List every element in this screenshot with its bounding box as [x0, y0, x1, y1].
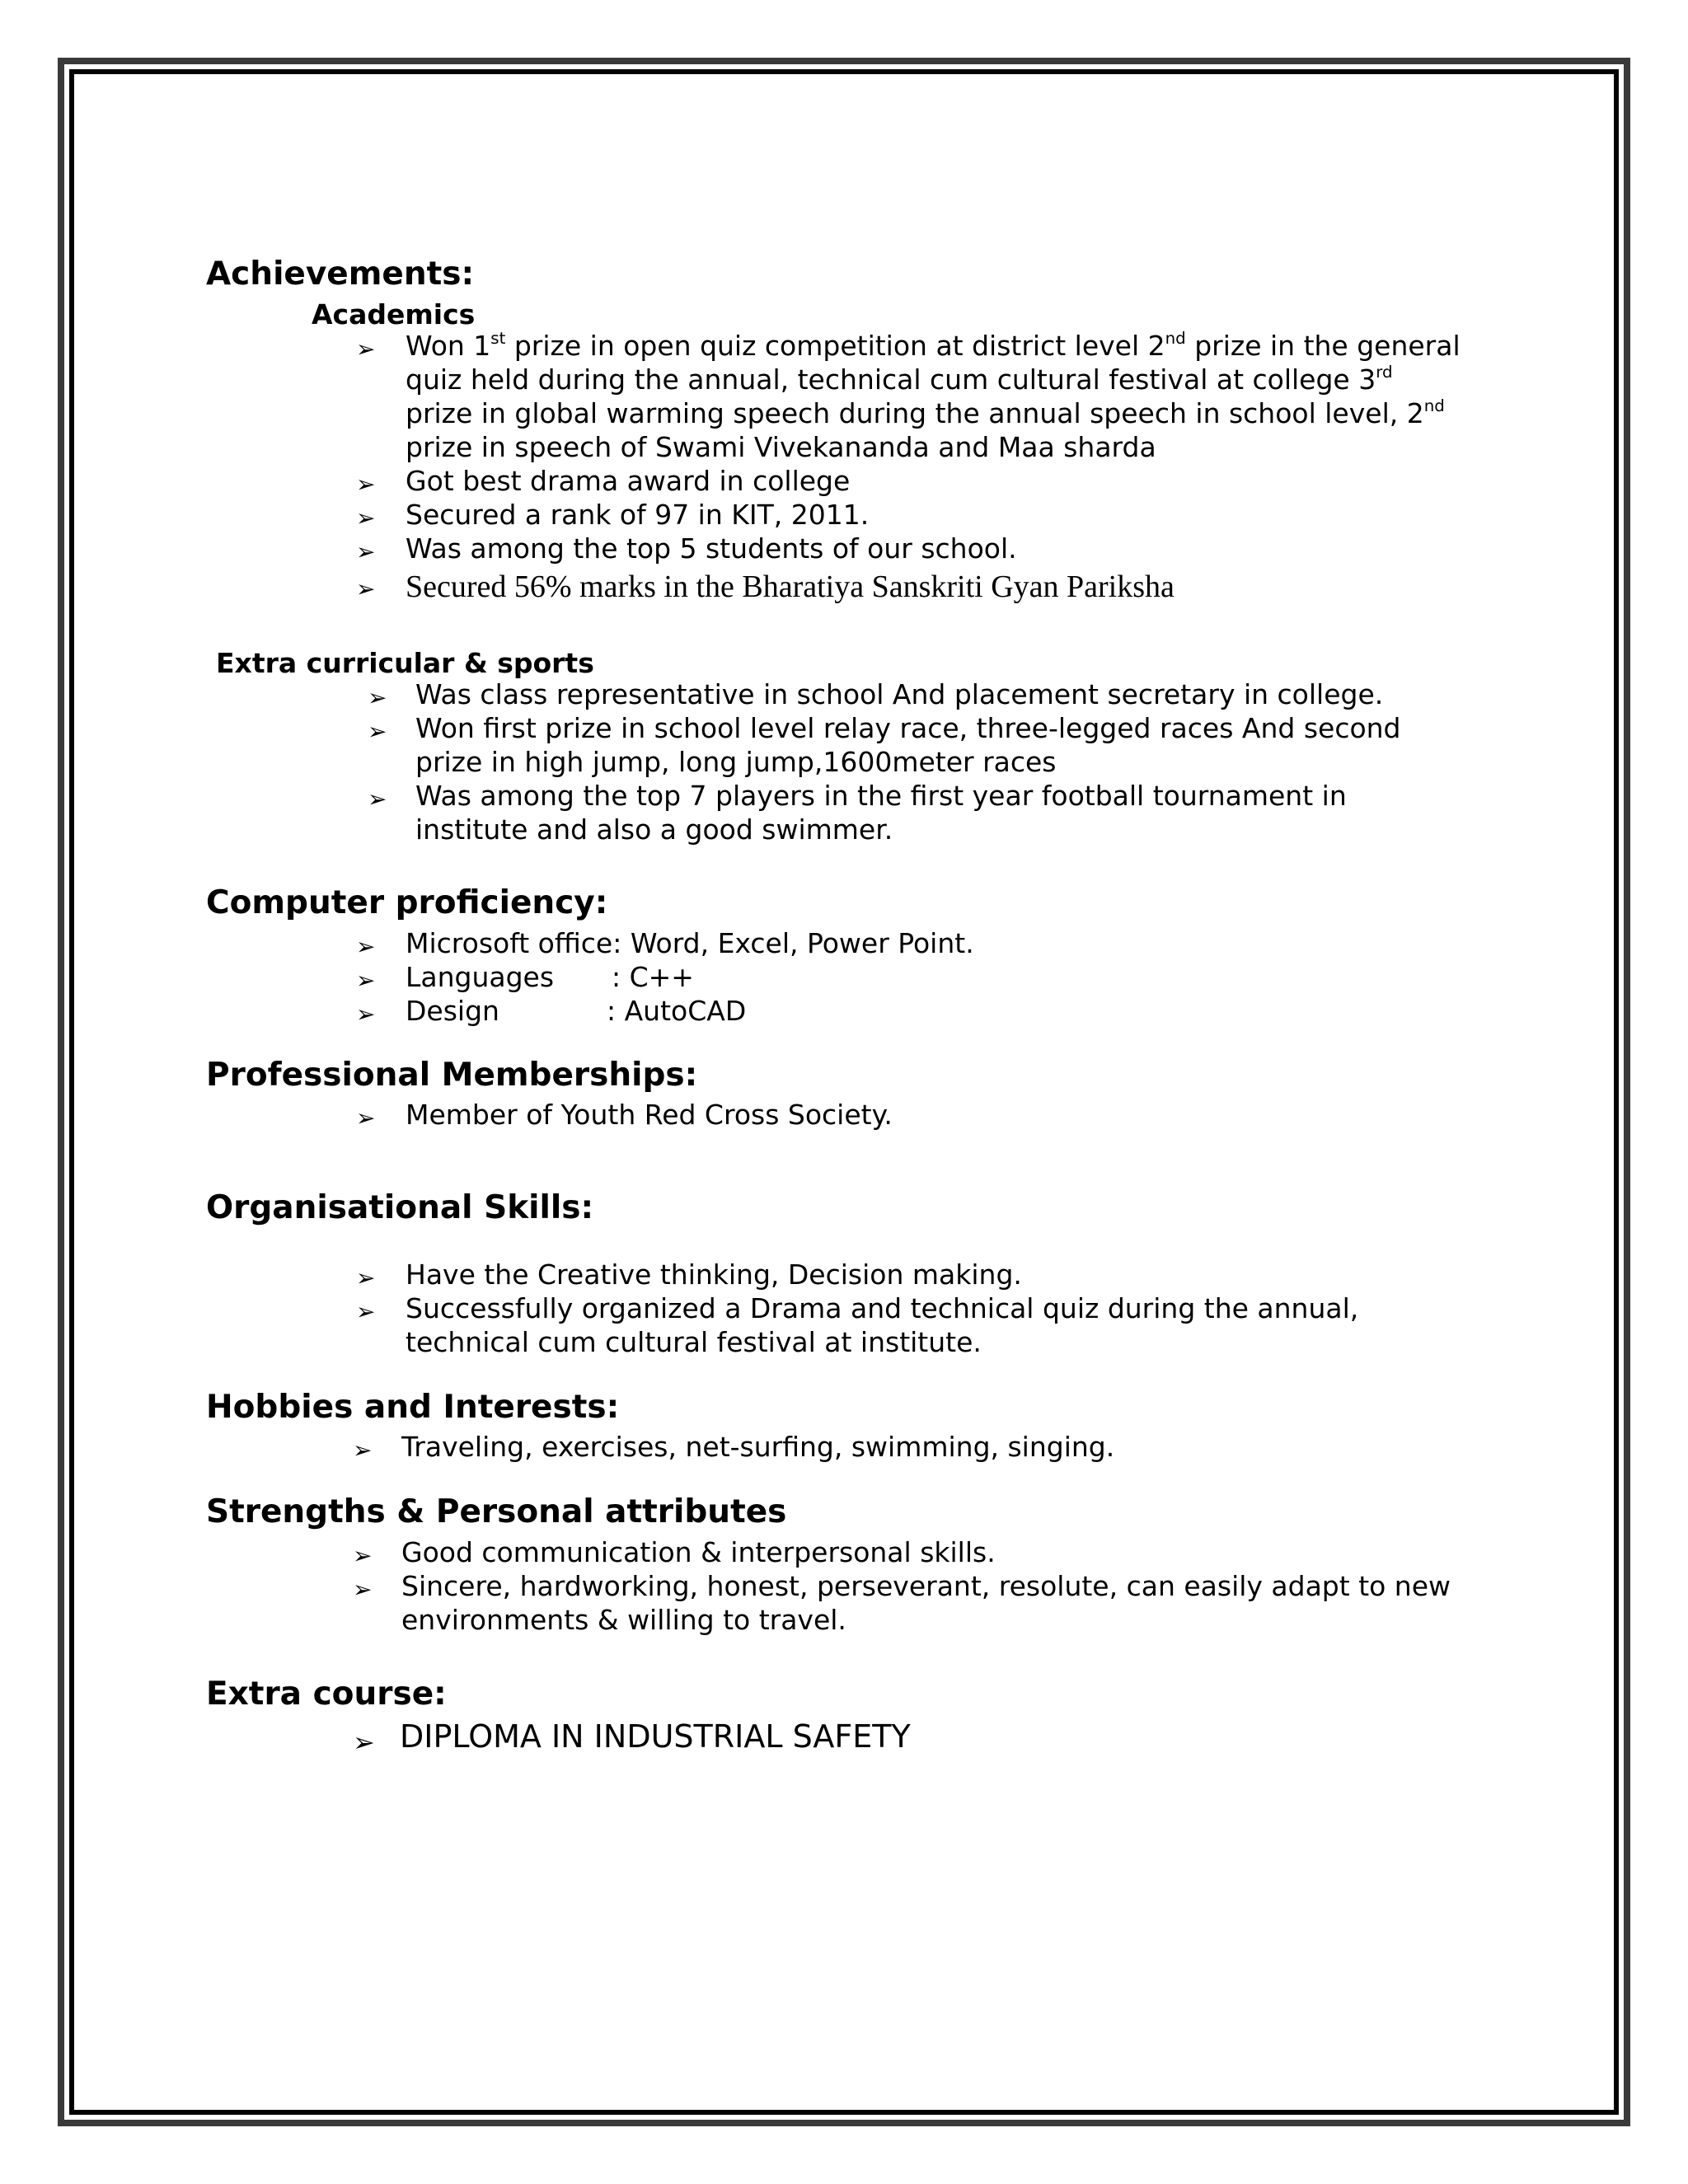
- arrowhead-bullet-icon: ➢: [368, 684, 387, 711]
- extra-curricular-item-3-line-1: Was among the top 7 players in the first year football tournament in: [415, 780, 1347, 812]
- arrowhead-bullet-icon: ➢: [356, 1264, 376, 1291]
- extra-course-heading: Extra course:: [206, 1675, 447, 1713]
- computer-proficiency-heading: Computer proficiency:: [206, 884, 608, 921]
- strengths-item-2-line-1: Sincere, hardworking, honest, perseverant, resolute, can easily adapt to new: [401, 1570, 1451, 1602]
- memberships-heading: Professional Memberships:: [206, 1057, 698, 1094]
- computer-ms-office: Microsoft office: Word, Excel, Power Point.: [406, 927, 974, 959]
- arrowhead-bullet-icon: ➢: [353, 1727, 375, 1758]
- computer-languages-value: : C++: [612, 961, 694, 993]
- academics-item-4: Was among the top 5 students of our school.: [406, 532, 1017, 565]
- computer-design-label: Design: [406, 995, 499, 1027]
- arrowhead-bullet-icon: ➢: [353, 1436, 373, 1464]
- extra-curricular-item-2-line-2: prize in high jump, long jump,1600meter races: [415, 746, 1057, 778]
- extra-course-item-1: DIPLOMA IN INDUSTRIAL SAFETY: [400, 1718, 911, 1755]
- computer-design-value: : AutoCAD: [607, 995, 747, 1027]
- arrowhead-bullet-icon: ➢: [356, 575, 376, 602]
- academics-item-3: Secured a rank of 97 in KIT, 2011.: [406, 499, 870, 531]
- extra-curricular-item-1: Was class representative in school And placement secretary in college.: [415, 678, 1384, 710]
- academics-item-2: Got best drama award in college: [406, 465, 851, 497]
- extra-curricular-subheading: Extra curricular & sports: [216, 647, 594, 679]
- organisational-heading: Organisational Skills:: [206, 1189, 594, 1226]
- arrowhead-bullet-icon: ➢: [356, 967, 376, 994]
- arrowhead-bullet-icon: ➢: [356, 504, 376, 532]
- arrowhead-bullet-icon: ➢: [356, 335, 376, 363]
- hobbies-item-1: Traveling, exercises, net-surfing, swimming, singing.: [401, 1431, 1115, 1463]
- academics-item-5: Secured 56% marks in the Bharatiya Sanskriti Gyan Pariksha: [406, 569, 1175, 604]
- arrowhead-bullet-icon: ➢: [368, 718, 387, 745]
- strengths-heading: Strengths & Personal attributes: [206, 1493, 787, 1530]
- organisational-item-2-line-1: Successfully organized a Drama and technical quiz during the annual,: [406, 1292, 1359, 1324]
- hobbies-heading: Hobbies and Interests:: [206, 1389, 620, 1426]
- arrowhead-bullet-icon: ➢: [356, 471, 376, 498]
- memberships-item-1: Member of Youth Red Cross Society.: [406, 1099, 893, 1131]
- arrowhead-bullet-icon: ➢: [356, 1001, 376, 1028]
- computer-languages-label: Languages: [406, 961, 555, 993]
- organisational-item-2-line-2: technical cum cultural festival at institute.: [406, 1326, 982, 1358]
- arrowhead-bullet-icon: ➢: [356, 1298, 376, 1325]
- extra-curricular-item-3-line-2: institute and also a good swimmer.: [415, 813, 893, 846]
- arrowhead-bullet-icon: ➢: [368, 785, 387, 813]
- academics-subheading: Academics: [312, 298, 476, 330]
- academics-item-1-line-3: prize in global warming speech during the annual speech in school level, 2nd: [406, 396, 1445, 429]
- strengths-item-1: Good communication & interpersonal skills.: [401, 1536, 996, 1568]
- academics-item-1-line-1: Won 1st prize in open quiz competition at district level 2nd prize in the general: [406, 329, 1461, 362]
- organisational-item-1: Have the Creative thinking, Decision making.: [406, 1258, 1022, 1291]
- arrowhead-bullet-icon: ➢: [356, 538, 376, 565]
- extra-curricular-item-2-line-1: Won first prize in school level relay race, three-legged races And second: [415, 712, 1401, 744]
- strengths-item-2-line-2: environments & willing to travel.: [401, 1604, 846, 1636]
- academics-item-1-line-4: prize in speech of Swami Vivekananda and Maa sharda: [406, 431, 1156, 463]
- arrowhead-bullet-icon: ➢: [356, 1104, 376, 1132]
- achievements-heading: Achievements:: [206, 255, 475, 293]
- arrowhead-bullet-icon: ➢: [356, 933, 376, 960]
- academics-item-1-line-2: quiz held during the annual, technical cum cultural festival at college 3rd: [406, 363, 1393, 396]
- arrowhead-bullet-icon: ➢: [353, 1542, 373, 1569]
- arrowhead-bullet-icon: ➢: [353, 1576, 373, 1603]
